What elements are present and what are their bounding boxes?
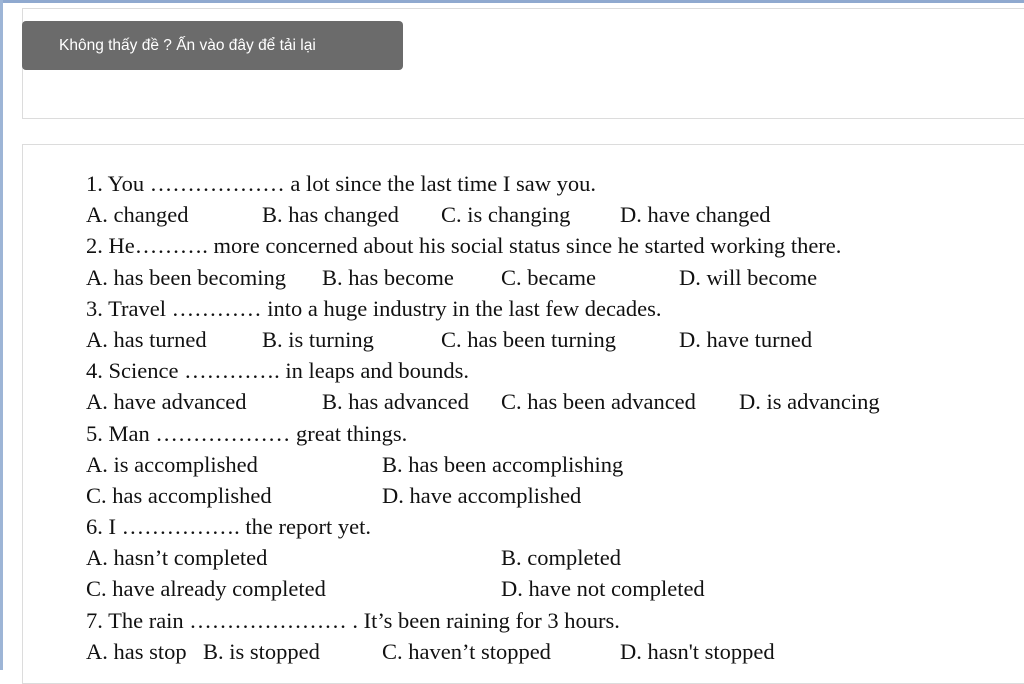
option-d[interactable]: D. hasn't stopped [620, 638, 775, 664]
question-5-options-cd [86, 480, 1006, 511]
option-c[interactable]: C. became [501, 264, 596, 290]
question-1 [86, 168, 1006, 199]
option-a[interactable]: A. changed [86, 202, 189, 228]
option-b[interactable]: B. has advanced [322, 389, 469, 415]
option-a[interactable]: A. have advanced [86, 389, 247, 415]
question-text: 6. I ……………. the report yet. [86, 514, 371, 540]
option-a[interactable]: A. has been becoming [86, 264, 286, 290]
question-6-options-ab [86, 542, 1006, 573]
option-d[interactable]: D. have not completed [501, 576, 705, 602]
question-6 [86, 511, 1006, 542]
option-a[interactable]: A. is accomplished [86, 451, 258, 477]
question-text: 2. He………. more concerned about his social status since he started working there. [86, 233, 842, 259]
question-2-options [86, 262, 1006, 293]
option-d[interactable]: D. will become [679, 264, 818, 290]
question-text: 3. Travel ………… into a huge industry in the last few decades. [86, 295, 662, 321]
question-2 [86, 230, 1006, 261]
question-1-options [86, 199, 1006, 230]
option-a[interactable]: A. hasn’t completed [86, 545, 268, 571]
question-7 [86, 605, 1006, 636]
question-4-options [86, 386, 1006, 417]
option-b[interactable]: B. has changed [262, 202, 399, 228]
option-b[interactable]: B. has been accomplishing [382, 451, 624, 477]
question-5 [86, 418, 1006, 449]
option-b[interactable]: B. is stopped [203, 638, 320, 664]
option-c[interactable]: C. haven’t stopped [382, 638, 551, 664]
option-d[interactable]: D. have changed [620, 202, 771, 228]
option-d[interactable]: D. have turned [679, 326, 813, 352]
option-d[interactable]: D. is advancing [739, 389, 880, 415]
option-a[interactable]: A. has stop [86, 638, 187, 664]
question-3 [86, 293, 1006, 324]
question-5-options-ab [86, 449, 1006, 480]
option-c[interactable]: C. have already completed [86, 576, 326, 602]
question-7-options [86, 636, 1006, 667]
question-text: 7. The rain ………………… . It’s been raining for 3 hours. [86, 607, 620, 633]
window-left-border [0, 0, 3, 670]
option-c[interactable]: C. has accomplished [86, 482, 272, 508]
option-b[interactable]: B. completed [501, 545, 621, 571]
option-d[interactable]: D. have accomplished [382, 482, 582, 508]
option-c[interactable]: C. has been turning [441, 326, 616, 352]
option-c[interactable]: C. is changing [441, 202, 571, 228]
question-6-options-cd [86, 573, 1006, 604]
reload-exam-button[interactable]: Không thấy đề ? Ấn vào đây để tải lại [22, 21, 403, 70]
question-text: 1. You ……………… a lot since the last time I saw you. [86, 171, 596, 196]
question-3-options [86, 324, 1006, 355]
question-text: 5. Man ……………… great things. [86, 420, 408, 446]
option-b[interactable]: B. is turning [262, 326, 374, 352]
option-b[interactable]: B. has become [322, 264, 454, 290]
window-top-border [0, 0, 1024, 3]
option-c[interactable]: C. has been advanced [501, 389, 696, 415]
option-a[interactable]: A. has turned [86, 326, 207, 352]
question-text: 4. Science …………. in leaps and bounds. [86, 358, 470, 384]
exam-content [86, 168, 1006, 667]
question-4 [86, 355, 1006, 386]
